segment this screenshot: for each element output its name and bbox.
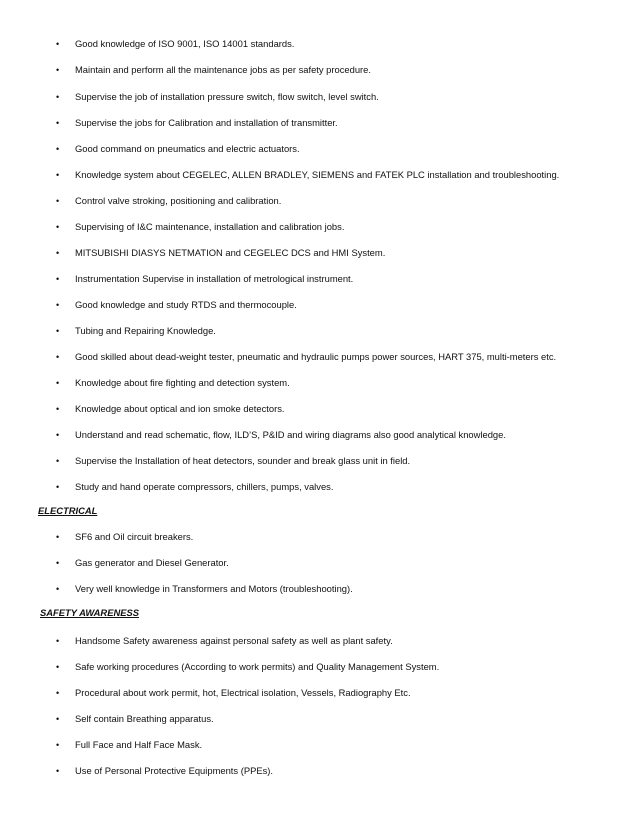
bullet-icon: • [56,532,60,542]
bullet-icon: • [56,378,60,388]
list-item [0,401,620,417]
list-item-text: Use of Personal Protective Equipments (PPEs). [75,765,274,776]
list-item [0,141,620,157]
list-item-text: Instrumentation Supervise in installation of metrological instrument. [75,273,354,284]
list-item-text: Good skilled about dead-weight tester, pneumatic and hydraulic pumps power sources, HART 375, multi-meters etc. [75,351,557,362]
bullet-icon: • [56,39,60,49]
list-item-text: Supervise the Installation of heat detectors, sounder and break glass unit in field. [75,455,411,466]
list-item-text: Control valve stroking, positioning and calibration. [75,195,282,206]
bullet-icon: • [56,352,60,362]
bullet-icon: • [56,636,60,646]
bullet-icon: • [56,404,60,414]
bullet-icon: • [56,222,60,232]
bullet-icon: • [56,740,60,750]
list-item [0,297,620,313]
list-item-text: Good knowledge and study RTDS and thermocouple. [75,299,297,310]
list-item [0,659,620,675]
list-item-text: Very well knowledge in Transformers and Motors (troubleshooting). [75,583,353,594]
bullet-icon: • [56,714,60,724]
list-item [0,219,620,235]
bullet-icon: • [56,248,60,258]
list-item-text: Knowledge system about CEGELEC, ALLEN BRADLEY, SIEMENS and FATEK PLC installation and troubleshooting. [75,169,560,180]
bullet-icon: • [56,430,60,440]
list-item-text: SF6 and Oil circuit breakers. [75,531,194,542]
electrical-heading: ELECTRICAL [38,505,98,516]
list-item-text: Supervising of I&C maintenance, installation and calibration jobs. [75,221,345,232]
bullet-icon: • [56,92,60,102]
list-item [0,555,620,571]
list-item [0,633,620,649]
list-item [0,453,620,469]
list-item-text: Supervise the job of installation pressure switch, flow switch, level switch. [75,91,379,102]
list-item-text: Supervise the jobs for Calibration and installation of transmitter. [75,117,338,128]
list-item-text: Understand and read schematic, flow, ILD’S, P&ID and wiring diagrams also good analytical knowledge. [75,429,506,440]
list-item [0,737,620,753]
list-item [0,479,620,495]
list-item-text: Full Face and Half Face Mask. [75,739,203,750]
bullet-icon: • [56,196,60,206]
bullet-icon: • [56,584,60,594]
list-item-text: Knowledge about fire fighting and detection system. [75,377,290,388]
list-item [0,167,620,183]
list-item-text: Safe working procedures (According to work permits) and Quality Management System. [75,661,440,672]
list-item-text: Self contain Breathing apparatus. [75,713,214,724]
bullet-icon: • [56,300,60,310]
list-item-text: Study and hand operate compressors, chillers, pumps, valves. [75,481,334,492]
list-item-text: Good knowledge of ISO 9001, ISO 14001 standards. [75,38,295,49]
list-item [0,581,620,597]
bullet-icon: • [56,482,60,492]
bullet-icon: • [56,688,60,698]
list-item-text: Gas generator and Diesel Generator. [75,557,229,568]
list-item [0,711,620,727]
bullet-icon: • [56,65,60,75]
safety-awareness-heading: SAFETY AWARENESS [40,607,139,618]
list-item-text: Procedural about work permit, hot, Electrical isolation, Vessels, Radiography Etc. [75,687,411,698]
list-item [0,529,620,545]
bullet-icon: • [56,326,60,336]
bullet-icon: • [56,118,60,128]
bullet-icon: • [56,558,60,568]
list-item [0,89,620,105]
list-item-text: Good command on pneumatics and electric actuators. [75,143,300,154]
list-item [0,427,620,443]
list-item [0,349,620,365]
bullet-icon: • [56,662,60,672]
list-item-text: Knowledge about optical and ion smoke detectors. [75,403,285,414]
list-item-text: Handsome Safety awareness against personal safety as well as plant safety. [75,635,393,646]
list-item-text: MITSUBISHI DIASYS NETMATION and CEGELEC DCS and HMI System. [75,247,386,258]
list-item [0,62,620,78]
list-item [0,115,620,131]
list-item [0,685,620,701]
bullet-icon: • [56,274,60,284]
list-item [0,323,620,339]
list-item [0,245,620,261]
list-item [0,763,620,779]
bullet-icon: • [56,170,60,180]
list-item [0,193,620,209]
bullet-icon: • [56,144,60,154]
bullet-icon: • [56,456,60,466]
list-item [0,36,620,52]
list-item [0,375,620,391]
list-item [0,271,620,287]
bullet-icon: • [56,766,60,776]
list-item-text: Tubing and Repairing Knowledge. [75,325,216,336]
list-item-text: Maintain and perform all the maintenance jobs as per safety procedure. [75,64,371,75]
